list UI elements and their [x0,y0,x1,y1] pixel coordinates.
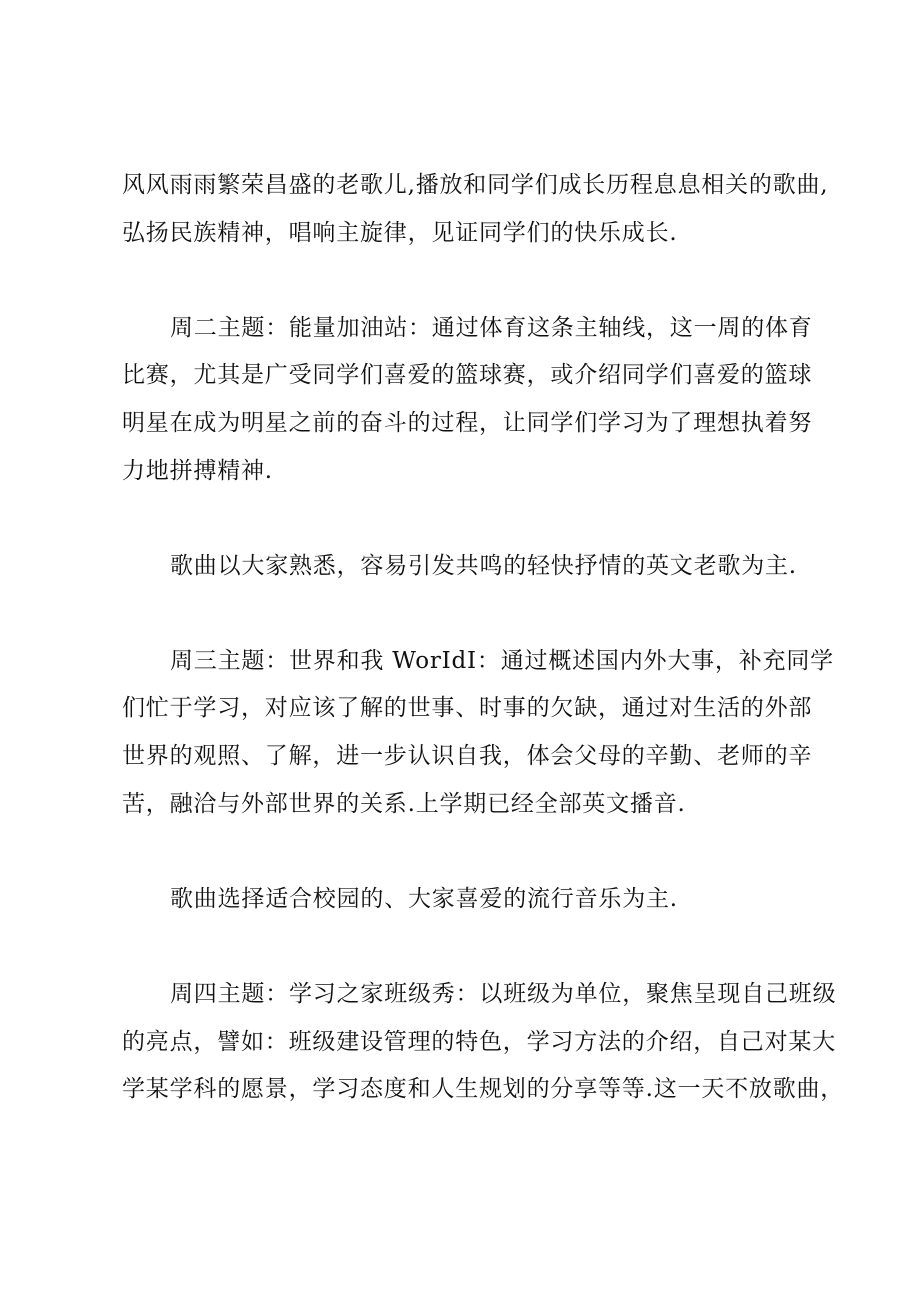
text-line: 周三主题：世界和我 WorIdI：通过概述国内外大事，补充同学 [170,648,834,674]
text-line: 歌曲选择适合校园的、大家喜爱的流行音乐为主. [170,886,678,912]
text-line: 周四主题：学习之家班级秀：以班级为单位，聚焦呈现自己班级 [170,981,837,1007]
text-line: 风风雨雨繁荣昌盛的老歌儿,播放和同学们成长历程息息相关的歌曲, [122,172,829,198]
text-line: 世界的观照、了解，进一步认识自我，体会父母的辛勤、老师的辛 [122,743,813,769]
text-line: 们忙于学习，对应该了解的世事、时事的欠缺，通过对生活的外部 [122,695,813,721]
text-line: 弘扬民族精神，唱响主旋律，见证同学们的快乐成长. [122,220,678,246]
text-line: 明星在成为明星之前的奋斗的过程，让同学们学习为了理想执着努 [122,410,813,436]
text-line: 的亮点，譬如：班级建设管理的特色，学习方法的介绍，自己对某大 [122,1029,836,1055]
text-line: 力地拼搏精神. [122,458,273,484]
text-line: 苦，融洽与外部世界的关系.上学期已经全部英文播音. [122,791,686,817]
text-line: 比赛，尤其是广受同学们喜爱的篮球赛，或介绍同学们喜爱的篮球 [122,362,813,388]
text-line: 歌曲以大家熟悉，容易引发共鸣的轻快抒情的英文老歌为主. [170,553,797,579]
text-line: 学某学科的愿景，学习态度和人生规划的分享等等.这一天不放歌曲， [122,1076,845,1102]
text-line: 周二主题：能量加油站：通过体育这条主轴线，这一周的体育 [170,315,813,341]
